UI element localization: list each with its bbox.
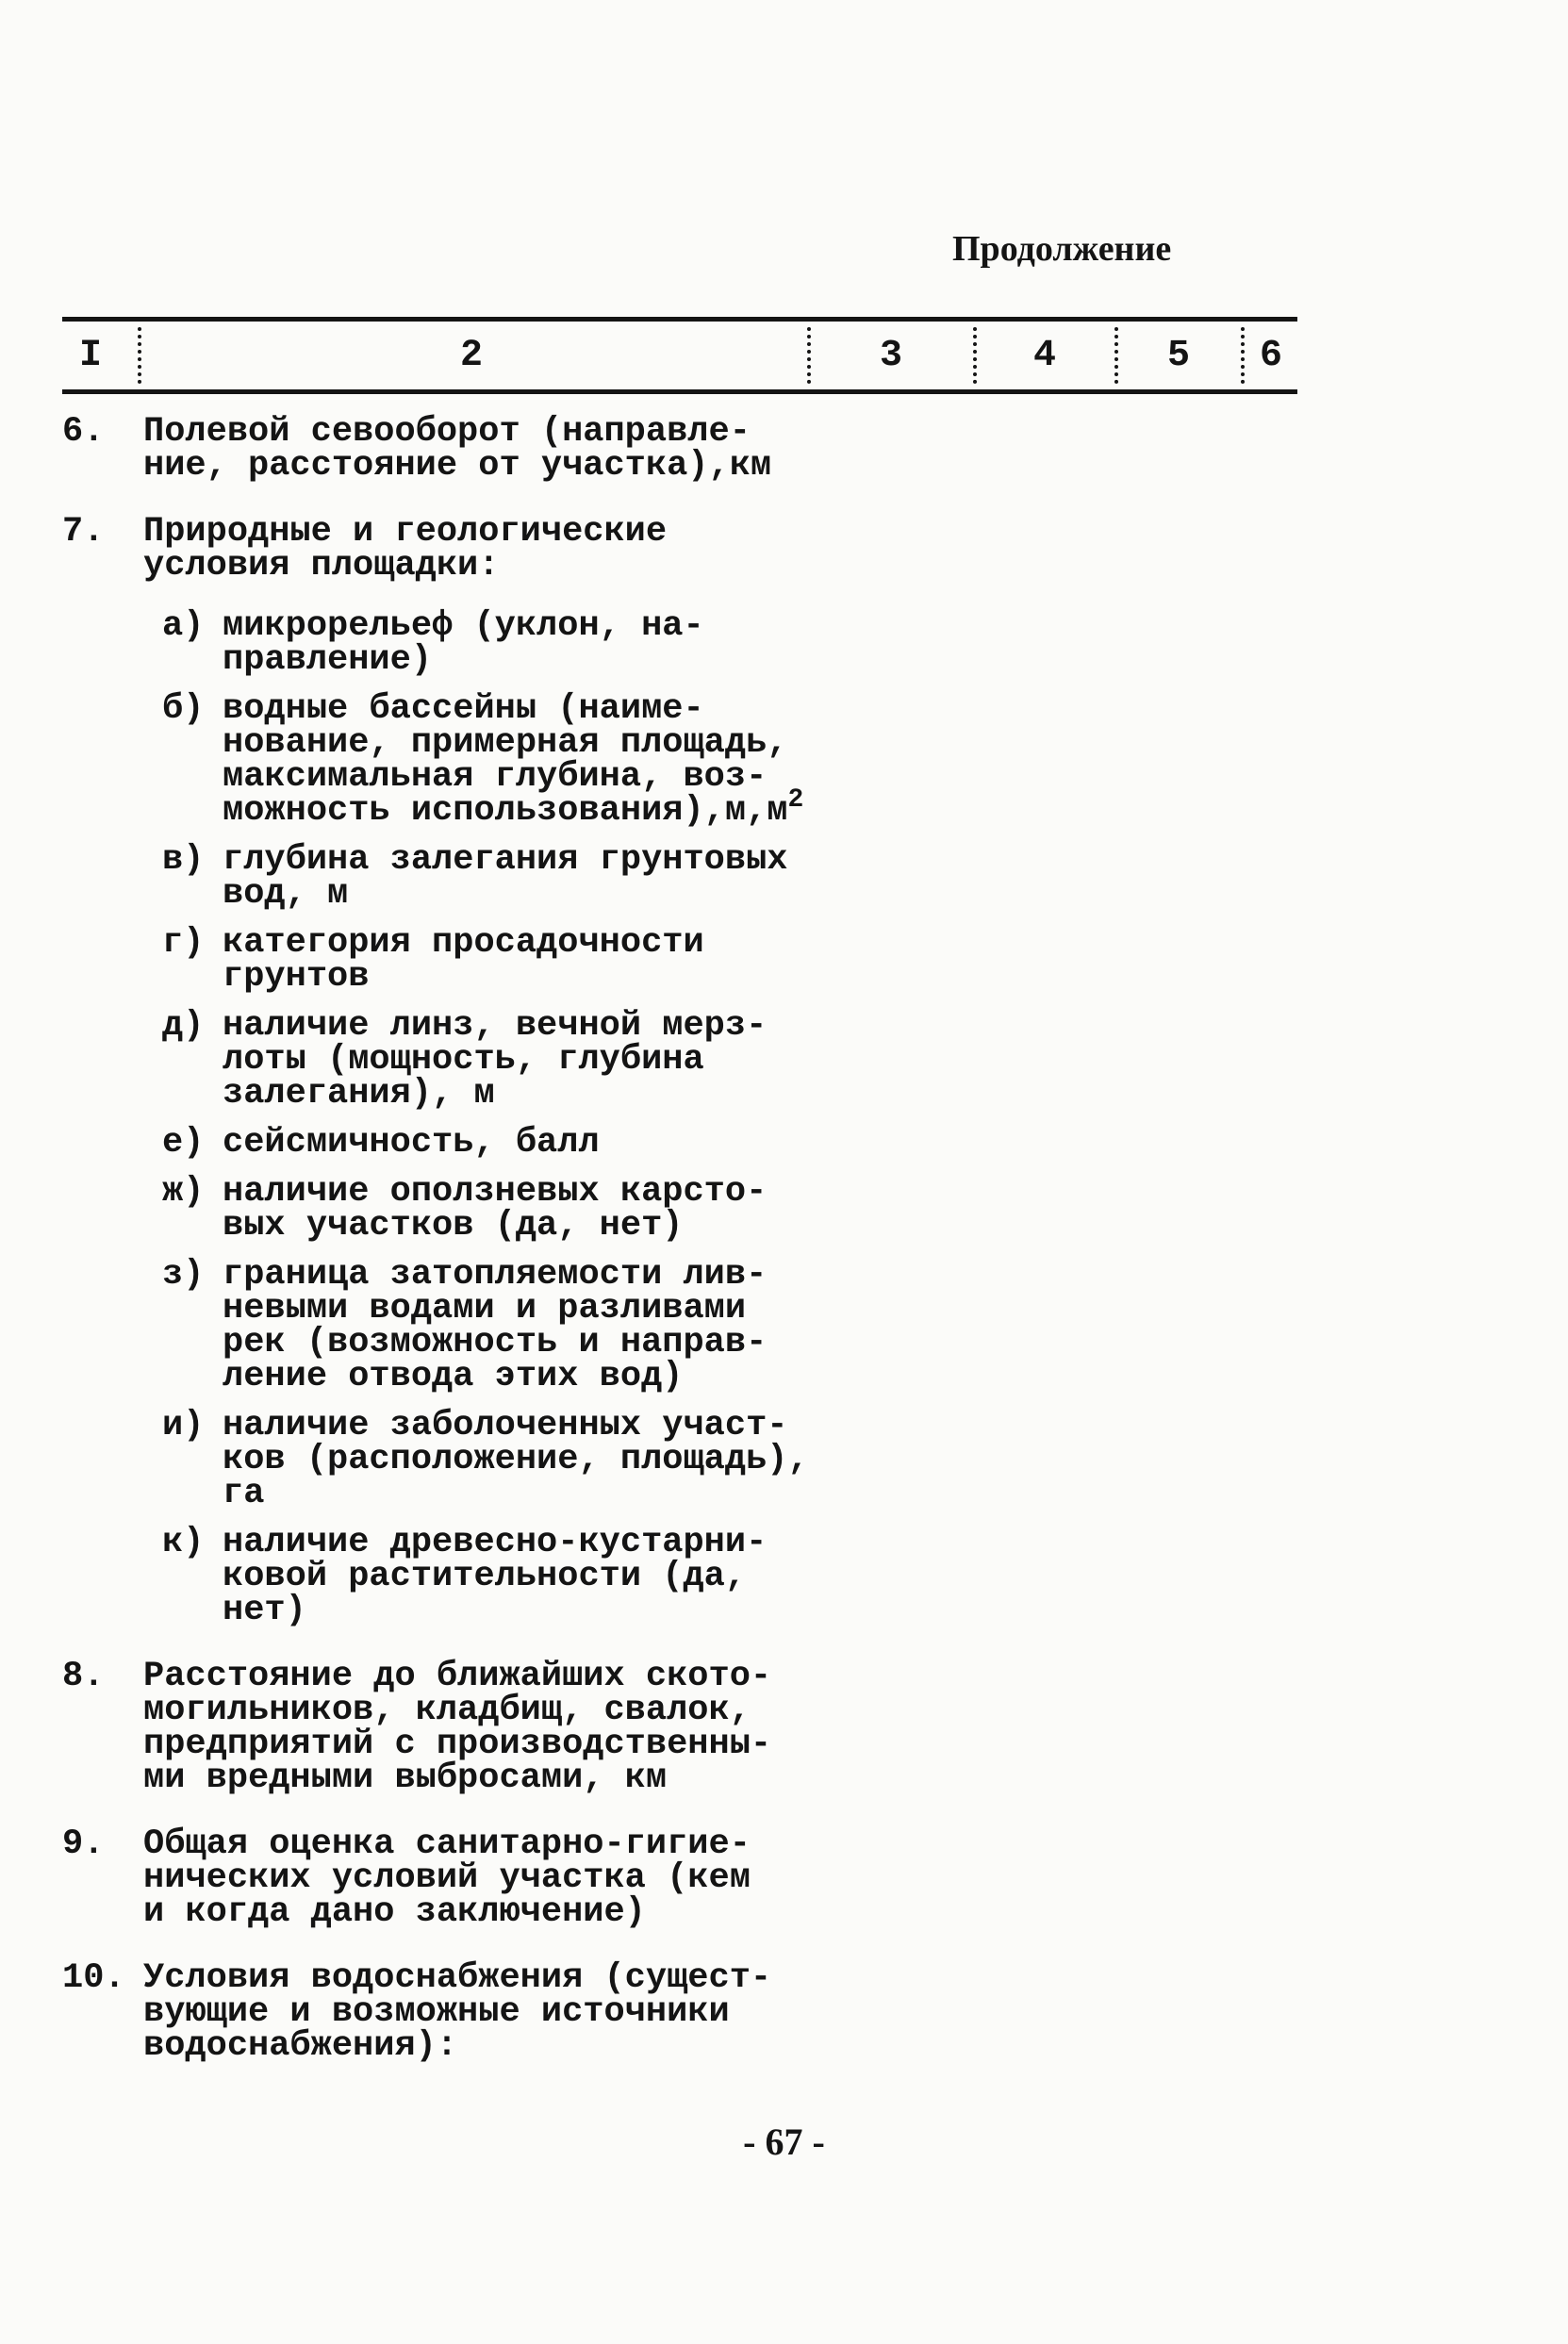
item-number: 10. xyxy=(62,1958,125,1998)
sub-item-text: микрорельеф (уклон, на- правление) xyxy=(223,606,704,680)
sub-item-marker: в) xyxy=(162,840,205,880)
sub-item-list xyxy=(143,606,1128,1630)
item-number: 6. xyxy=(62,412,105,452)
sub-item xyxy=(162,1172,1128,1246)
sub-item-text: категория просадочности грунтов xyxy=(223,923,704,997)
column-number-4: 4 xyxy=(1032,334,1056,377)
list-item xyxy=(62,1824,1128,1932)
list-item xyxy=(62,1657,1128,1798)
column-number-3: 3 xyxy=(879,334,902,377)
sub-item-marker: ж) xyxy=(162,1172,205,1212)
list-item xyxy=(62,1958,1128,2066)
sub-item-text: наличие линз, вечной мерз- лоты (мощность, глубина залегания), м xyxy=(223,1006,767,1114)
item-text: Расстояние до ближайших ското- могильников, кладбищ, свалок, предприятий с производственны- ми вредными выбросами, км xyxy=(143,1657,772,1798)
sub-item xyxy=(162,1255,1128,1396)
superscript: 2 xyxy=(787,785,804,815)
sub-item-marker: а) xyxy=(162,606,205,646)
column-number-header xyxy=(62,317,1297,394)
sub-item xyxy=(162,1523,1128,1630)
page-number: - 67 - xyxy=(743,2121,825,2163)
continuation-label: Продолжение xyxy=(952,229,1172,269)
sub-item-text: водные бассейны (наиме- нование, примерная площадь, максимальная глубина, воз- можность использования),м,м xyxy=(223,689,788,831)
item-text: Природные и геологические условия площадки: xyxy=(143,512,668,586)
sub-item xyxy=(162,1006,1128,1114)
list-item xyxy=(62,412,1128,486)
sub-item-marker: е) xyxy=(162,1123,205,1163)
sub-item xyxy=(162,840,1128,914)
sub-item-text: наличие древесно-кустарни- ковой растительности (да, нет) xyxy=(223,1523,767,1630)
sub-item-marker: з) xyxy=(162,1255,205,1295)
column-number-5: 5 xyxy=(1166,334,1190,377)
sub-item-marker: г) xyxy=(162,923,205,963)
item-text: Условия водоснабжения (сущест- вующие и возможные источники водоснабжения): xyxy=(143,1958,772,2066)
list-item xyxy=(62,512,1128,1630)
sub-item-marker: и) xyxy=(162,1406,205,1445)
item-text: Общая оценка санитарно-гигие- нических условий участка (кем и когда дано заключение) xyxy=(143,1824,751,1932)
sub-item-text: глубина залегания грунтовых вод, м xyxy=(223,840,788,914)
sub-item-marker: б) xyxy=(162,689,205,729)
form-items xyxy=(62,412,1128,2095)
column-number-2: 2 xyxy=(459,334,483,377)
sub-item-text: сейсмичность, балл xyxy=(223,1123,600,1163)
sub-item xyxy=(162,923,1128,997)
item-text: Полевой севооборот (направле- ние, расстояние от участка),км xyxy=(143,412,772,486)
sub-item xyxy=(162,606,1128,680)
column-number-1: I xyxy=(78,334,102,377)
sub-item-text: наличие заболоченных участ- ков (расположение, площадь), га xyxy=(223,1406,809,1513)
sub-item xyxy=(162,1123,1128,1163)
sub-item xyxy=(162,1406,1128,1513)
sub-item-marker: к) xyxy=(162,1523,205,1562)
sub-item-marker: д) xyxy=(162,1006,205,1046)
sub-item xyxy=(162,689,1128,831)
item-number: 8. xyxy=(62,1657,105,1696)
sub-item-text: наличие оползневых карсто- вых участков (да, нет) xyxy=(223,1172,767,1246)
sub-item-text: граница затопляемости лив- невыми водами и разливами рек (возможность и направ- ление отвода этих вод) xyxy=(223,1255,767,1396)
item-number: 7. xyxy=(62,512,105,552)
item-number: 9. xyxy=(62,1824,105,1864)
column-number-6: 6 xyxy=(1259,334,1282,377)
